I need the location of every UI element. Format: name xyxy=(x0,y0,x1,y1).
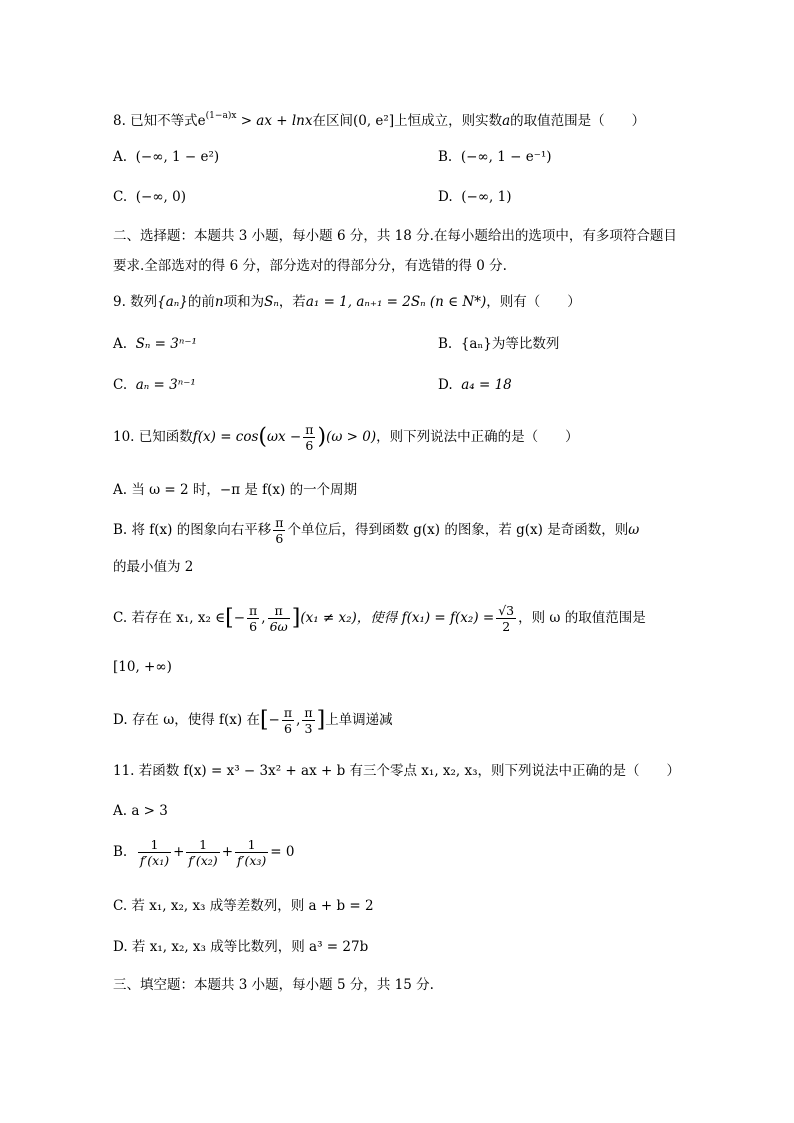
q9-option-b: B. {aₙ}为等比数列 xyxy=(438,336,560,352)
q11-stem: 11. 若函数 f(x) = x³ − 3x² + ax + b 有三个零点 x₁, x₂, x₃，则下列说法中正确的是（ ） xyxy=(113,763,681,779)
q11-option-d: D. 若 x₁, x₂, x₃ 成等比数列，则 a³ = 27b xyxy=(113,939,369,955)
q10-option-c-line2: [10, +∞) xyxy=(113,659,172,675)
section3-instructions: 三、填空题：本题共 3 小题，每小题 5 分，共 15 分. xyxy=(113,977,434,993)
q10-option-b-line1: B. 将 f(x) 的图象向右平移 $\frac{\pi}{6}$ 个单位后，得到函数 g(x) 的图象，若 g(x) 是奇函数，则ω xyxy=(113,515,640,546)
q8-option-d: D. (−∞, 1) xyxy=(438,189,512,205)
q8-option-c: C. (−∞, 0) xyxy=(113,189,186,205)
q8-interval: (0, e²] xyxy=(352,113,395,129)
q8-inequality: $e^{(1-a)x}$ > ax + lnx xyxy=(197,111,313,129)
section2-instructions-line1: 二、选择题：本题共 3 小题，每小题 6 分，共 18 分.在每小题给出的选项中，有多项符合题目 xyxy=(113,228,677,244)
pi-over-six: $\frac{\pi}{6}$ xyxy=(305,422,314,453)
q11-option-a: A. a > 3 xyxy=(113,803,168,819)
q8-option-b: B. (−∞, 1 − e⁻¹) xyxy=(438,149,552,165)
q9-option-c: C. aₙ = 3ⁿ⁻¹ xyxy=(113,377,196,393)
q8-stem-text: 8. 已知不等式 xyxy=(113,113,198,129)
q11-option-b: B. $\frac{1}{\text{f′(x₁)}}$ + $\frac{1}{\text{f′(x₂)}}$ + $\frac{1}{\text{f′(x₃)}}$ = 0 xyxy=(113,837,295,868)
q9-option-d: D. a₄ = 18 xyxy=(438,377,512,393)
q10-option-c-line1: C. 若存在 x₁, x₂ ∈[− $\frac{\pi}{6}$ , $\frac{\pi}{6\omega}$ ](x₁ ≠ x₂)，使得 f(x₁) = f(x₂) = $\frac{√3}{2}$ ，则 ω 的取值范围是 xyxy=(113,603,646,634)
q10-stem: 10. 已知函数f(x) = cos(ωx − $\frac{\pi}{6}$ )(ω > 0)，则下列说法中正确的是（ ） xyxy=(113,422,579,453)
q11-option-c: C. 若 x₁, x₂, x₃ 成等差数列，则 a + b = 2 xyxy=(113,898,374,914)
q9-stem: 9. 数列{aₙ}的前n项和为Sₙ，若a₁ = 1, aₙ₊₁ = 2Sₙ (n ∈ N*)，则有（ ） xyxy=(113,294,581,310)
section2-instructions-line2: 要求.全部选对的得 6 分，部分选对的得部分分，有选错的得 0 分. xyxy=(113,258,507,274)
q10-option-a: A. 当 ω = 2 时，−π 是 f(x) 的一个周期 xyxy=(113,482,358,498)
q8-stem: 8. 已知不等式$e^{(1-a)x}$ > ax + lnx在区间(0, e²]上恒成立，则实数a的取值范围是（ ） xyxy=(113,111,646,129)
q10-option-d: D. 存在 ω，使得 f(x) 在[− $\frac{\pi}{6}$ , $\frac{\pi}{3}$ ]上单调递减 xyxy=(113,705,393,736)
q9-option-a: A. Sₙ = 3ⁿ⁻¹ xyxy=(113,336,197,352)
q10-option-b-line2: 的最小值为 2 xyxy=(113,559,194,575)
q8-option-a: A. (−∞, 1 − e²) xyxy=(113,149,220,165)
